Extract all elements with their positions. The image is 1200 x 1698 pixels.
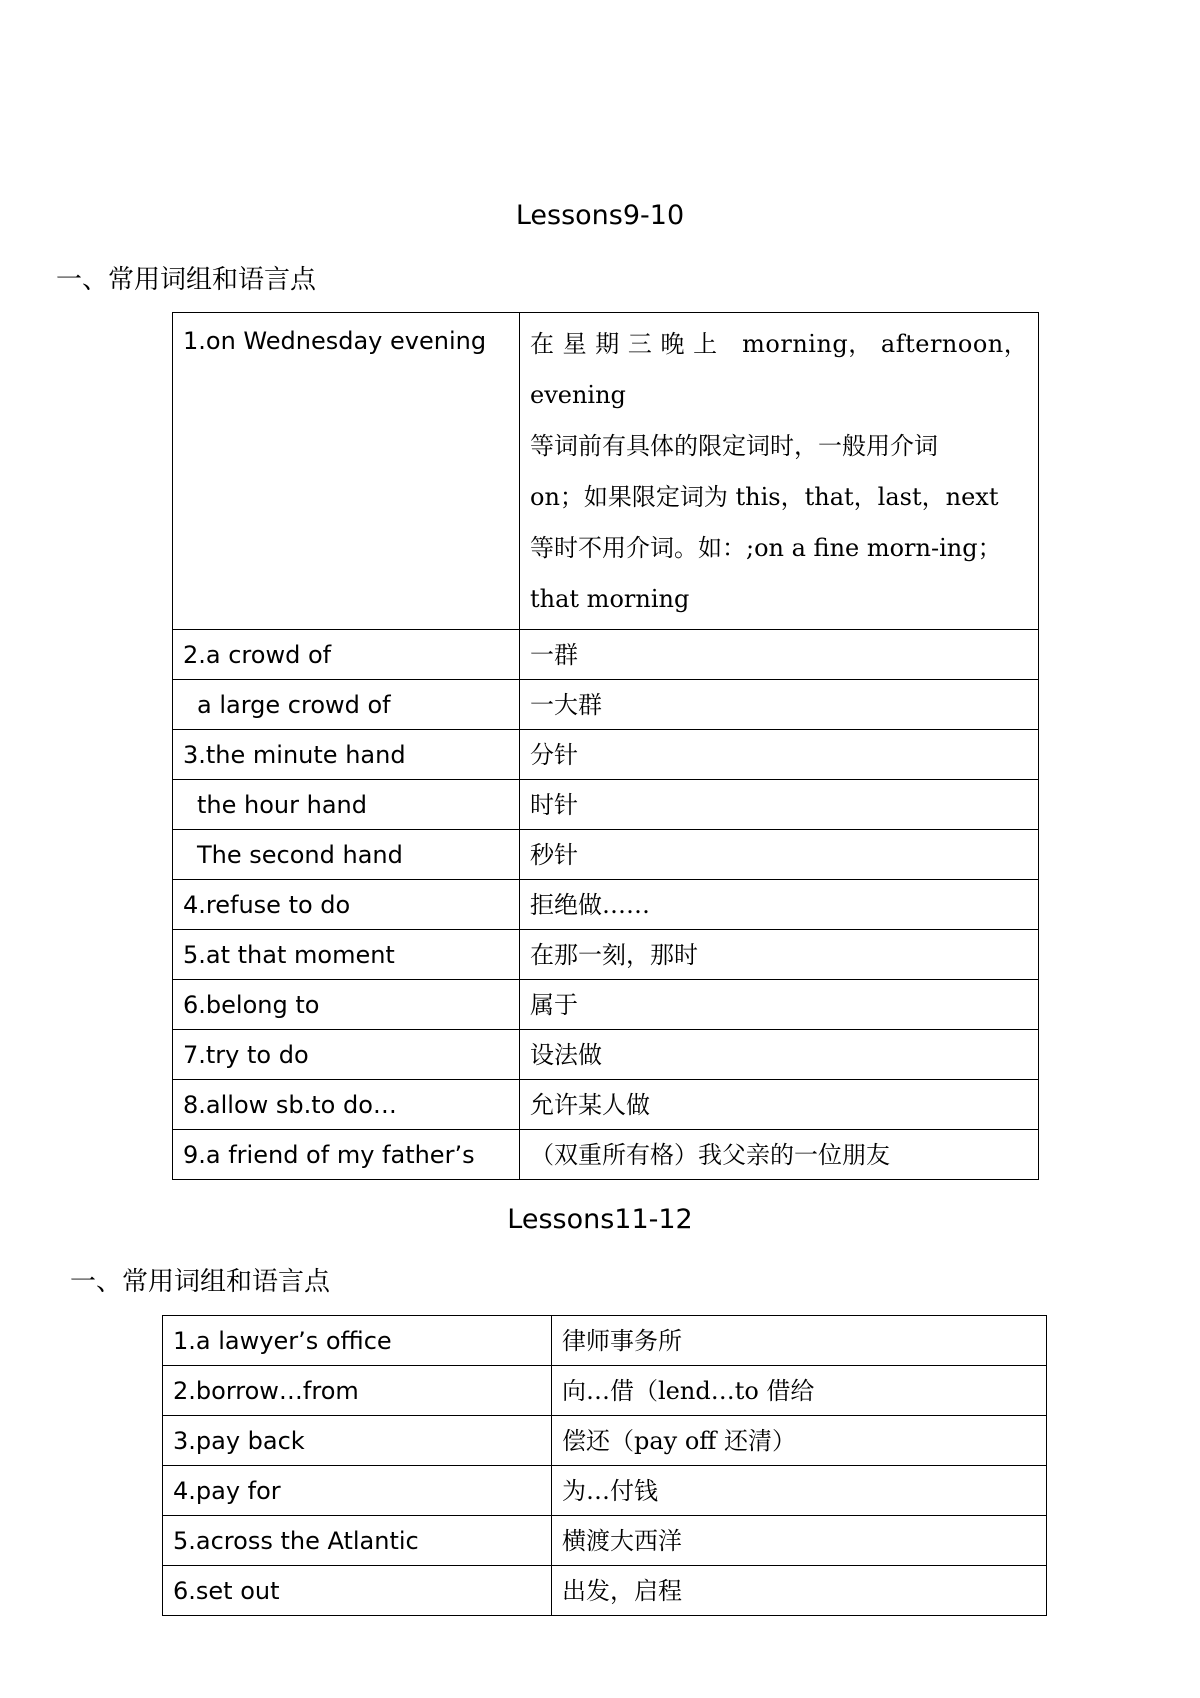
note-line: 等时不用介词。如：;on a fine morn-ing； [530, 534, 1002, 562]
meaning-cell: 拒绝做…… [520, 880, 1039, 930]
table-row [173, 930, 1039, 980]
meaning-cell: 属于 [520, 980, 1039, 1030]
phrase-cell: 5.across the Atlantic [163, 1516, 552, 1566]
note-line: that morning [530, 585, 690, 613]
meaning-cell: 横渡大西洋 [552, 1516, 1047, 1566]
meaning-cell: 分针 [520, 730, 1039, 780]
phrase-cell: 5.at that moment [173, 930, 520, 980]
note-line: 在 星 期 三 晚 上 morning， afternoon， [530, 330, 1029, 358]
phrase-cell: 8.allow sb.to do… [173, 1080, 520, 1130]
table-row [173, 1080, 1039, 1130]
phrase-cell: 4.pay for [163, 1466, 552, 1516]
table-row [163, 1566, 1047, 1616]
meaning-cell: 为…付钱 [552, 1466, 1047, 1516]
phrase-cell: 2.borrow…from [163, 1366, 552, 1416]
phrase-cell: 1.on Wednesday evening [173, 313, 520, 630]
meaning-cell [520, 313, 1039, 630]
meaning-cell: （双重所有格）我父亲的一位朋友 [520, 1130, 1039, 1180]
table-row [173, 780, 1039, 830]
phrase-cell: The second hand [173, 830, 520, 880]
table-row [173, 313, 1039, 630]
meaning-cell: 时针 [520, 780, 1039, 830]
meaning-cell: 律师事务所 [552, 1316, 1047, 1366]
meaning-cell: 秒针 [520, 830, 1039, 880]
table-row [173, 680, 1039, 730]
lesson-title: Lessons11-12 [507, 1204, 693, 1235]
table-row [173, 830, 1039, 880]
meaning-cell: 出发，启程 [552, 1566, 1047, 1616]
phrase-table [162, 1315, 1047, 1616]
meaning-cell: 在那一刻，那时 [520, 930, 1039, 980]
meaning-cell: 偿还（pay off 还清） [552, 1416, 1047, 1466]
phrase-cell: 9.a friend of my father’s [173, 1130, 520, 1180]
table-row [163, 1516, 1047, 1566]
phrase-cell: 6.set out [163, 1566, 552, 1616]
table-row [173, 980, 1039, 1030]
note-line: evening [530, 381, 626, 409]
phrase-cell: 1.a lawyer’s office [163, 1316, 552, 1366]
meaning-cell: 向…借（lend…to 借给 [552, 1366, 1047, 1416]
table-row [173, 730, 1039, 780]
phrase-cell: 3.the minute hand [173, 730, 520, 780]
section-heading: 一、常用词组和语言点 [70, 1267, 331, 1297]
meaning-cell: 设法做 [520, 1030, 1039, 1080]
lesson-title: Lessons9-10 [515, 200, 685, 231]
phrase-cell: 6.belong to [173, 980, 520, 1030]
phrase-cell: the hour hand [173, 780, 520, 830]
phrase-cell: 2.a crowd of [173, 630, 520, 680]
table-row [163, 1466, 1047, 1516]
table-row [173, 1030, 1039, 1080]
meaning-cell: 允许某人做 [520, 1080, 1039, 1130]
table-row [163, 1316, 1047, 1366]
phrase-table [172, 312, 1039, 1180]
phrase-cell: 4.refuse to do [173, 880, 520, 930]
phrase-cell: a large crowd of [173, 680, 520, 730]
table-row [173, 1130, 1039, 1180]
table-row [163, 1366, 1047, 1416]
table-row [163, 1416, 1047, 1466]
section-heading: 一、常用词组和语言点 [56, 265, 317, 295]
table-row [173, 630, 1039, 680]
table-row [173, 880, 1039, 930]
note-line: 等词前有具体的限定词时，一般用介词 [530, 432, 938, 460]
note-line: on；如果限定词为 this，that，last，next [530, 483, 999, 511]
meaning-cell: 一大群 [520, 680, 1039, 730]
meaning-cell: 一群 [520, 630, 1039, 680]
phrase-cell: 7.try to do [173, 1030, 520, 1080]
phrase-cell: 3.pay back [163, 1416, 552, 1466]
